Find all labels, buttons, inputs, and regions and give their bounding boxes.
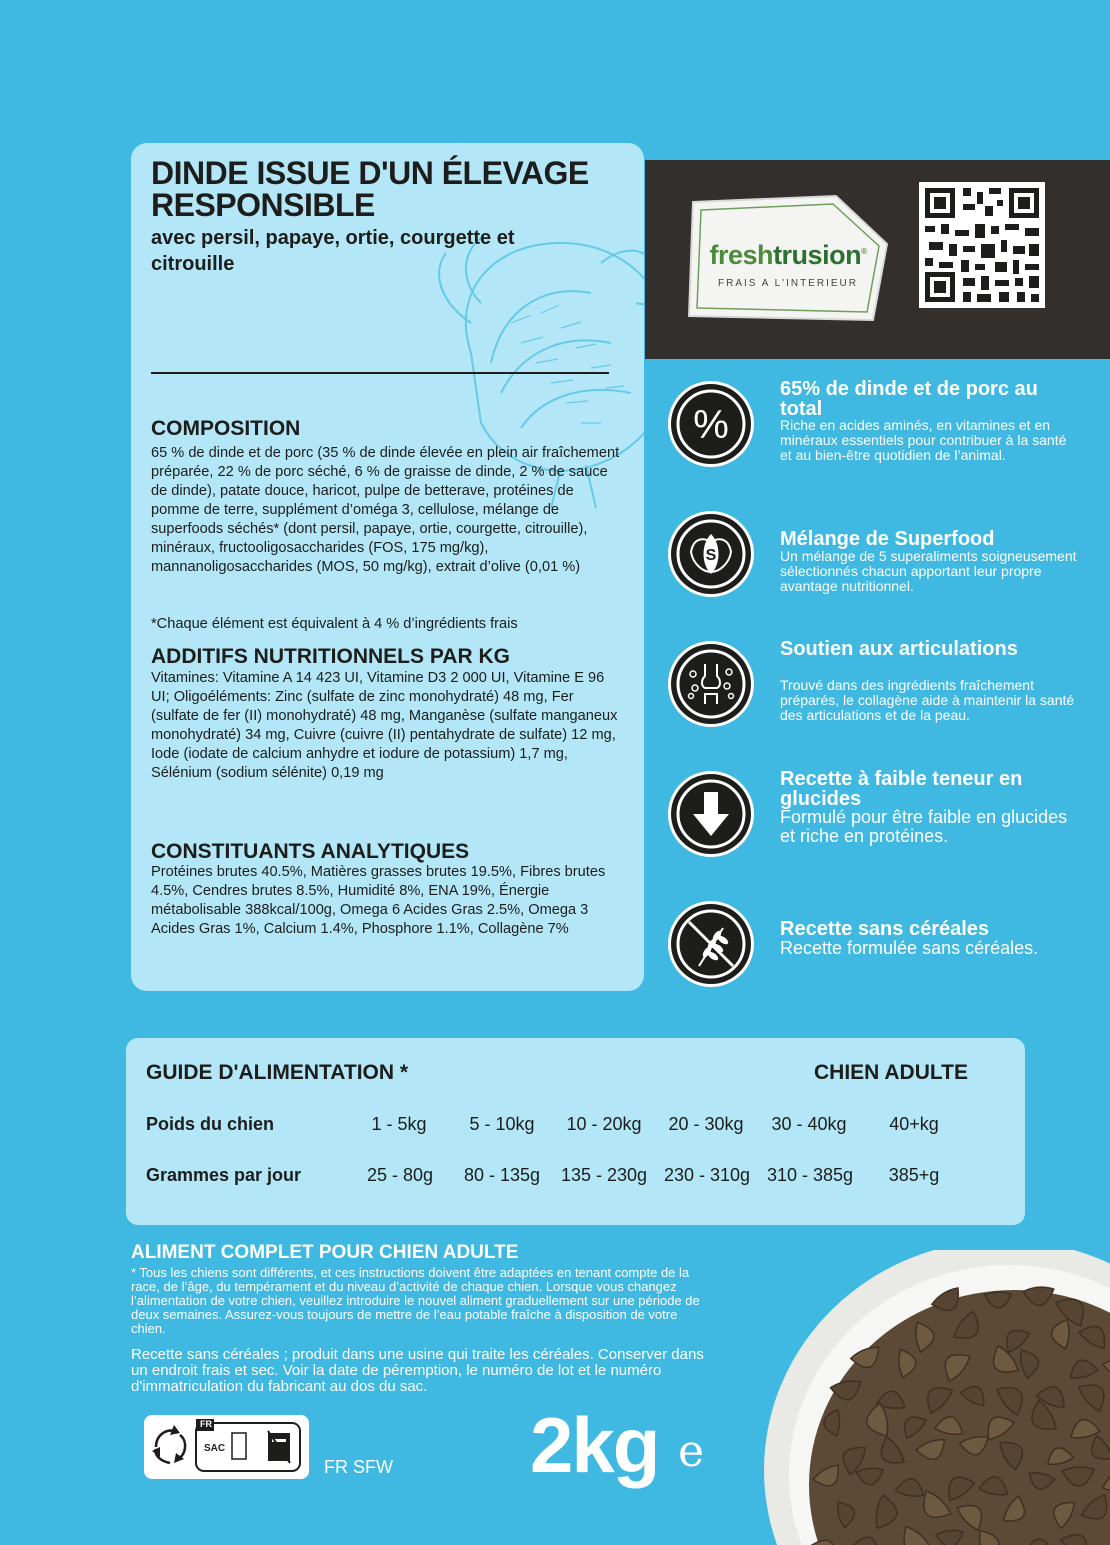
brand-logo [691,240,885,271]
net-weight: 2kg [530,1401,659,1489]
additives-text: Vitamines: Vitamine A 14 423 UI, Vitamine D3 2 000 UI, Vitamine E 96 UI; Oligoéléments: Zinc (sulfate de zinc monohydraté) 48 mg, Fer (sulfate de fer (II) monohydraté) 48 mg, Manganèse (sulfate manganeux monohydraté) 34 mg, Cuivre (cuivre (II) pentahydrate de sulfate) 12 mg, Iode (iodate de calcium anhydre et iodure de potassium) 1,7 mg, Sélénium (sodium sélénite) 0,19 mg [151,670,618,781]
estimated-sign: e [678,1426,705,1477]
kibble-bowl-image [764,1250,1110,1545]
brand-tagline: FRAIS A L'INTERIEUR [718,278,858,289]
product-title: DINDE ISSUE D'UN ÉLEVAGE RESPONSIBLE [151,155,589,223]
feeding-guide [126,1038,1025,1225]
brand-band [645,160,1110,359]
feeding-guide-title: GUIDE D'ALIMENTATION * [146,1061,409,1084]
feature-title-superfood: Mélange de Superfood [780,528,995,550]
feature-text-meat: Riche en acides aminés, en vitamines et en minéraux essentiels pour contribuer à la santé et au bien-être quotidien de l’animal. [780,417,1067,463]
feature-title-joints: Soutien aux articulations [780,638,1018,660]
feature-text-joints: Trouvé dans des ingrédients fraîchement préparés, le collagène aide à maintenir la santé des articulations et de la peau. [780,677,1075,723]
grams-cell: 385+g [888,1165,940,1185]
grain-free-icon [668,901,754,987]
grams-cell: 25 - 80g [366,1165,434,1185]
analytical-text: Protéines brutes 40.5%, Matières grasses brutes 19.5%, Fibres brutes 4.5%, Cendres brutes 8.5%, Humidité 8%, ENA 19%, Énergie métabolisable 388kcal/100g, Omega 6 Acides Gras 2.5%, Omega 3 Acides Gras 1%, Calcium 1.4%, Phosphore 1.1%, Collagène 7% [151,864,606,937]
feature-text-low-carb: Formulé pour être faible en glucides et riche en protéines. [780,807,1068,846]
svg-text:S: S [705,547,717,564]
additives-heading: ADDITIFS NUTRITIONNELS PAR KG [151,645,510,668]
feature-text-superfood: Un mélange de 5 superaliments soigneusement sélectionnés chacun apportant leur propre avantage nutritionnel. [780,548,1077,594]
grams-cell: 80 - 135g [463,1165,541,1185]
grams-cell: 135 - 230g [560,1165,648,1185]
brand-name-part2: trusion [773,240,862,270]
svg-text:%: % [693,403,729,447]
weight-cell: 20 - 30kg [668,1114,744,1134]
language-codes: FR SFW [324,1457,393,1477]
feature-title-low-carb: Recette à faible teneur en glucides [780,768,1023,810]
storage-text: Recette sans céréales ; produit dans une usine qui traite les céréales. Conserver dans un endroit frais et sec. Voir la date de péremption, le numéro de lot et le numéro d'immatriculation du fabricant au dos du sac. [131,1346,704,1395]
recycling-fr-tag: FR [200,1419,212,1429]
weight-row-label: Poids du chien [146,1114,275,1134]
weight-cell: 1 - 5kg [371,1114,427,1134]
weight-cell: 30 - 40kg [771,1114,847,1134]
qr-code-icon[interactable] [919,182,1045,308]
feature-title-grain-free: Recette sans céréales [780,918,990,940]
feeding-footnote: * Tous les chiens sont différents, et ces instructions doivent être adaptées en tenant compte de la race, de l’âge, du tempérament et du niveau d’activité de chaque chien. Lorsque vous changez l’alimentation de votre chien, veuillez introduire le nouvel aliment graduellement sur une période de deux semaines. Assurez-vous toujours de mettre de l’eau potable fraîche à disposition de votre chien. [131,1265,700,1336]
grams-cell: 310 - 385g [766,1165,854,1185]
feature-title-meat: 65% de dinde et de porc au total [780,378,1038,420]
composition-text: 65 % de dinde et de porc (35 % de dinde élevée en plein air fraîchement préparée, 22 % de porc séché, 6 % de graisse de dinde, 2 % de sauce de dinde), patate douce, haricot, pulpe de betterave, protéines de pomme de terre, supplément d’oméga 3, cellulose, mélange de superfoods séchés* (dont persil, papaye, ortie, courgette, citrouille), minéraux, fructooligosaccharides (FOS, 175 mg/kg), mannanoligosaccharides (MOS, 50 mg/kg), extrait d’olive (0,01 %) [151,445,620,575]
grams-cell: 230 - 310g [663,1165,751,1185]
recycling-sac-label: SAC [204,1443,226,1454]
complete-food-title: ALIMENT COMPLET POUR CHIEN ADULTE [131,1242,519,1263]
analytical-heading: CONSTITUANTS ANALYTIQUES [151,840,470,863]
product-subtitle: avec persil, papaye, ortie, courgette et citrouille [151,227,515,275]
recycling-label [144,1415,309,1479]
composition-heading: COMPOSITION [151,417,301,440]
title-divider [151,372,609,374]
arrow-down-icon [668,771,754,857]
brand-name-part1: fresh [709,240,774,270]
recycling-triman-icon [144,1415,309,1479]
superfood-leaf-icon [668,511,754,597]
weight-cell: 40+kg [889,1114,939,1134]
joint-icon [668,641,754,727]
registered-mark: ® [861,247,867,256]
feeding-guide-audience: CHIEN ADULTE [814,1061,968,1084]
weight-cell: 10 - 20kg [566,1114,642,1134]
feature-text-grain-free: Recette formulée sans céréales. [780,938,1039,958]
composition-note: *Chaque élément est équivalent à 4 % d’ingrédients frais [151,616,518,632]
product-info-card [131,143,644,991]
grams-row-label: Grammes par jour [146,1165,302,1185]
weight-cell: 5 - 10kg [469,1114,535,1134]
percent-icon [668,381,754,467]
